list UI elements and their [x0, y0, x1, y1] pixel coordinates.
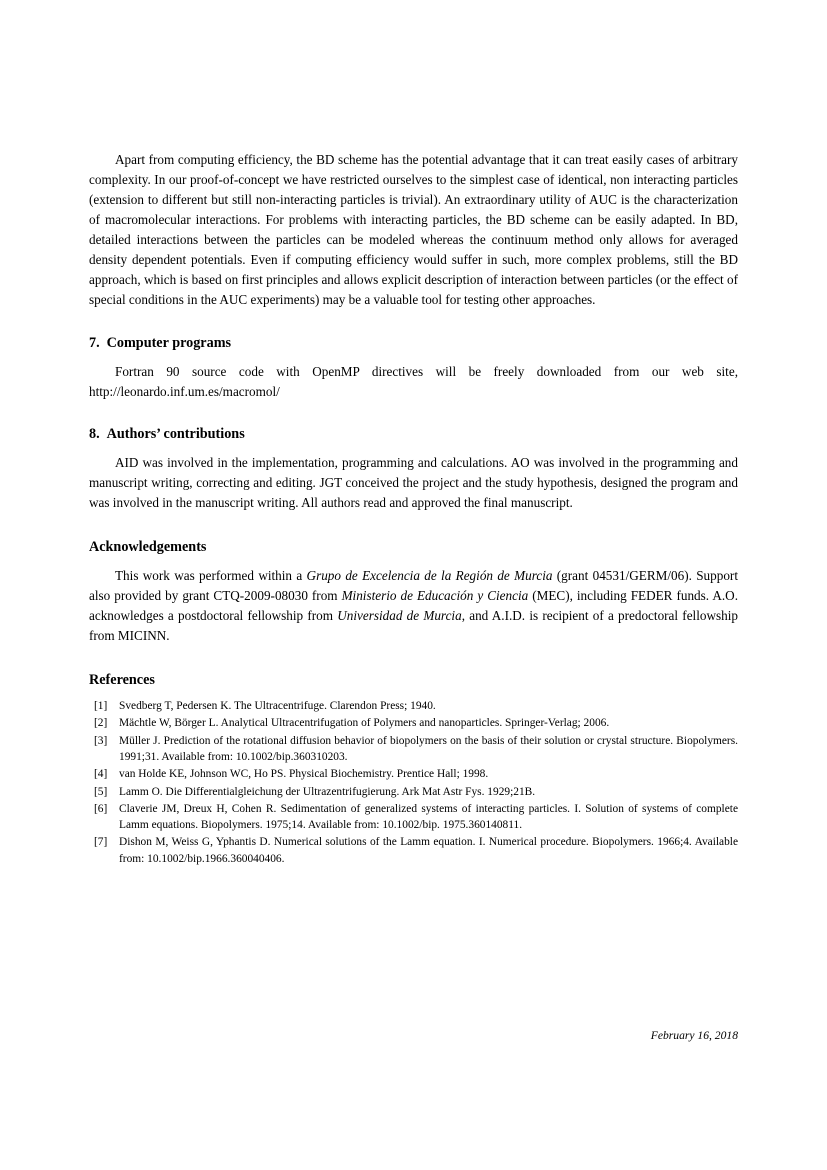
section-7-paragraph: Fortran 90 source code with OpenMP directives will be freely downloaded from our web site, http://leonardo.inf.um.es/macromol/ — [89, 363, 738, 399]
reference-item — [89, 784, 738, 800]
reference-text: Claverie JM, Dreux H, Cohen R. Sedimentation of generalized systems of interacting particles. I. Solution of systems of complete Lamm equations. Biopolymers. 1975;14. Available from: 10.1002/bip. 1975.360140811. — [119, 802, 738, 832]
ack-text-4: , and A.I.D. is recipient of a predoctoral fellowship from MICINN. — [89, 607, 738, 643]
reference-item — [89, 698, 738, 714]
reference-item — [89, 766, 738, 782]
intro-paragraph: Apart from computing efficiency, the BD scheme has the potential advantage that it can treat easily cases of arbitrary complexity. In our proof-of-concept we have restricted ourselves to the simplest case of identical, non interacting particles (extension to different but still non-interacting particles is trivial). An extraordinary utility of AUC is the characterization of macromolecular interactions. For problems with interacting particles, the BD scheme can be easily adapted. In BD, detailed interactions between the particles can be modeled whereas the continuum method only allows for averaged density dependent potentials. Even if computing efficiency would suffer in such, more complex problems, still the BD approach, which is based on first principles and allows explicit description of interaction between particles (or the effect of special conditions in the AUC experiments) may be a valuable tool for testing other approaches. — [89, 152, 738, 308]
acknowledgements-paragraph — [89, 566, 738, 646]
reference-marker: [2] — [94, 717, 108, 730]
section-8-paragraph: AID was involved in the implementation, programming and calculations. AO was involved in the programming and manuscript writing, correcting and editing. JGT conceived the project and the study hypothesis, designed the program and was involved in the manuscript writing. All authors read and approved the final manuscript. — [89, 454, 738, 510]
ack-text-2: (grant 04531/GERM/06). Support also provided by grant CTQ-2009-08030 from — [89, 567, 738, 603]
ack-text-1: This work was performed within a — [115, 567, 307, 583]
reference-marker: [6] — [94, 802, 108, 815]
reference-item — [89, 715, 738, 731]
reference-text: Lamm O. Die Differentialgleichung der Ultrazentrifugierung. Ark Mat Astr Fys. 1929;21B. — [119, 785, 536, 798]
reference-item — [89, 801, 738, 834]
ack-italic-3: Universidad de Murcia — [337, 607, 462, 623]
reference-item — [89, 733, 738, 766]
reference-marker: [7] — [94, 836, 108, 849]
reference-marker: [4] — [94, 768, 108, 781]
reference-text: Mächtle W, Börger L. Analytical Ultracentrifugation of Polymers and nanoparticles. Springer-Verlag; 2006. — [119, 717, 610, 730]
reference-marker: [5] — [94, 785, 108, 798]
footer-date: February 16, 2018 — [650, 1029, 738, 1042]
reference-marker: [1] — [94, 700, 108, 713]
reference-text: Müller J. Prediction of the rotational diffusion behavior of biopolymers on the basis of their solution or crystal structure. Biopolymers. 1991;31. Available from: 10.1002/bip.360310203. — [119, 734, 738, 763]
references-heading: References — [89, 672, 155, 689]
ack-italic-2: Ministerio de Educación y Ciencia — [341, 587, 529, 603]
section-number: 7. — [89, 334, 100, 351]
reference-item — [89, 834, 738, 867]
section-title: Computer programs — [106, 334, 232, 351]
acknowledgements-heading: Acknowledgements — [89, 538, 207, 555]
reference-text: van Holde KE, Johnson WC, Ho PS. Physical Biochemistry. Prentice Hall; 1998. — [119, 768, 489, 781]
ack-italic-1: Grupo de Excelencia de la Región de Murcia — [306, 567, 553, 583]
reference-text: Svedberg T, Pedersen K. The Ultracentrifuge. Clarendon Press; 1940. — [119, 700, 436, 713]
references-list — [89, 698, 738, 867]
ack-text-3: (MEC), including FEDER funds. A.O. acknowledges a postdoctoral fellowship from — [89, 587, 738, 623]
section-title: Authors’ contributions — [106, 425, 245, 442]
reference-marker: [3] — [94, 734, 108, 747]
section-heading-authors-contributions — [89, 426, 738, 443]
reference-text: Dishon M, Weiss G, Yphantis D. Numerical solutions of the Lamm equation. I. Numerical procedure. Biopolymers. 1966;4. Available from: 10.1002/bip.1966.360040406. — [119, 836, 738, 865]
section-number: 8. — [89, 425, 100, 442]
section-heading-computer-programs — [89, 335, 738, 352]
